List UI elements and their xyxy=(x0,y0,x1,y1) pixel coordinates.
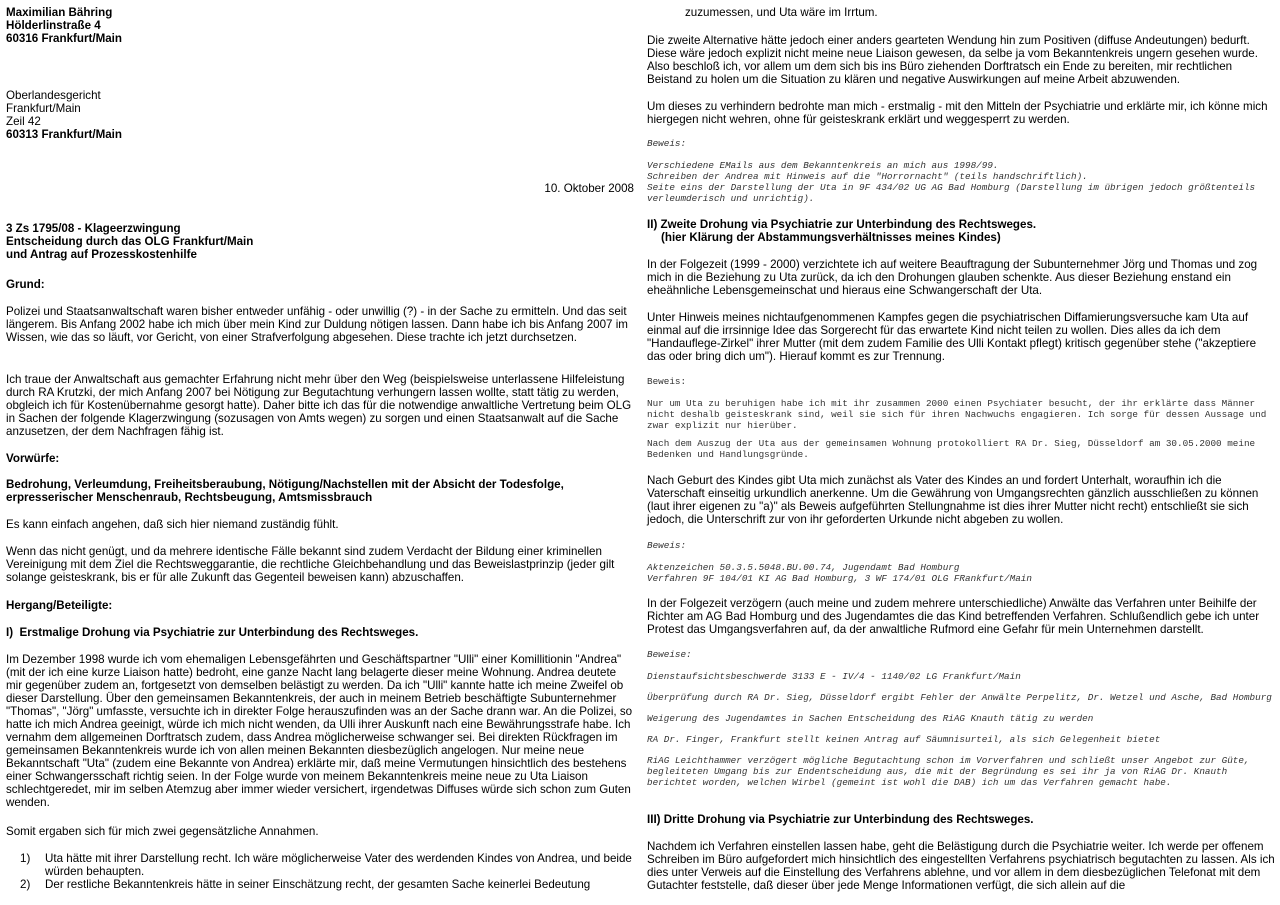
recipient-line1: Oberlandesgericht xyxy=(6,89,101,102)
right-paragraph-1: Die zweite Alternative hätte jedoch einer anders gearteten Wendung hin zum Positiven (diffuse Andeutungen) bedurft. Diese wäre jedoch explizit nicht meine neue Liaison gewesen, da selbe ja vom Bekanntenkreis ungern gesehen wurde. Also beschloß ich, vor allem um dem sich bis ins Büro ziehenden Dorftratsch ein Ende zu bereiten, mir rechtlichen Beistand zu holen um die Situation zu klären und negative Auswirkungen auf meine Arbeit abzuwenden. xyxy=(647,34,1258,86)
evidence-text: Aktenzeichen 50.3.5.5048.BU.00.74, Jugendamt Bad Homburg Verfahren 9F 104/01 KI AG Bad Homburg, 3 WF 174/01 OLG FRankfurt/Main xyxy=(647,562,1032,584)
assumptions-list xyxy=(6,852,634,891)
sender-address xyxy=(6,6,122,45)
letter-date: 10. Oktober 2008 xyxy=(544,182,634,195)
evidence-block-4 xyxy=(647,649,1275,788)
evidence-label: Beweis: xyxy=(647,138,687,149)
evidence-block-3 xyxy=(647,540,1275,584)
list-item-number: 2) xyxy=(20,878,31,891)
evidence-label: Beweis: xyxy=(647,540,687,551)
sender-city: 60316 Frankfurt/Main xyxy=(6,32,122,45)
right-paragraph-2: Um dieses zu verhindern bedrohte man mich - erstmalig - mit den Mitteln der Psychiatrie und erklärte mir, ich könne mich hiergegen nicht wehren, ohne für geisteskrank erklärt und weggesperrt zu werden. xyxy=(647,100,1268,126)
continuation-line: zuzumessen, und Uta wäre im Irrtum. xyxy=(685,6,878,19)
section-3-heading: III) Dritte Drohung via Psychiatrie zur Unterbindung des Rechtsweges. xyxy=(647,813,1034,826)
list-item-text: Der restliche Bekanntenkreis hätte in seiner Einschätzung recht, der gesamten Sache keinerlei Bedeutung xyxy=(45,878,591,891)
evidence-text: Überprüfung durch RA Dr. Sieg, Düsseldorf ergibt Fehler der Anwälte Perpelitz, Dr. Wetzel und Asche, Bad Homburg xyxy=(647,692,1272,703)
evidence-block-1 xyxy=(647,138,1275,204)
grund-paragraph-2: Ich traue der Anwaltschaft aus gemachter Erfahrung nicht mehr über den Weg (beispielsweise unterlassene Hilfeleistung durch RA Krutzki, der mich Anfang 2007 bei Nötigung zur Begutachtung verhungern lassen wollte, statt tätig zu werden, obgleich ich für Kostenübernahme gesorgt hatte). Daher bitte ich das für die notwendige anwaltliche Vertretung beim OLG in Sachen der folgende Klagerzwingung (sozusagen von Amts wegen) zu sorgen und einen Staatsanwalt auf die Sache anzusetzen, der dem Nachfragen fähig ist. xyxy=(6,373,632,438)
section-2-paragraph-3: Nach Geburt des Kindes gibt Uta mich zunächst als Vater des Kindes an und fordert Unterhalt, woraufhin ich die Vaterschaft einseitig urkundlich anerkenne. Um die Gewährung von Umgangsrechten gänzlich ausschließen zu können (laut ihrer eigenen zu "a)" als Beweis aufgeführten Stellungnahme ist dies ihrer Mutter nicht recht) entschließt sie sich jedoch, die Unterschrift zur von ihr geforderten Urkunde nicht abgeben zu wollen. xyxy=(647,474,1259,526)
section-1-paragraph-2: Somit ergaben sich für mich zwei gegensätzliche Annahmen. xyxy=(6,825,319,838)
evidence-text: Weigerung des Jugendamtes in Sachen Entscheidung des RiAG Knauth tätig zu werden xyxy=(647,713,1094,724)
evidence-text: Nach dem Auszug der Uta aus der gemeinsamen Wohnung protokolliert RA Dr. Sieg, Düsseldorf am 30.05.2000 meine Bedenken und Handlungsgründe. xyxy=(647,438,1256,460)
recipient-line3: Zeil 42 xyxy=(6,115,41,128)
section-3-paragraph-1: Nachdem ich Verfahren einstellen lassen habe, geht die Belästigung durch die Psychiatrie weiter. Ich werde per offenem Schreiben im Büro aufgefordert mich hinsichtlich des eingestellten Verfahrens psychiatrisch begutachten zu lassen. Als ich dies unter Verweis auf die Einstellung des Verfahrens ablehne, und vor allem in dem diesbezüglichen Telefonat mit dem Gutachter feststelle, daß dieser über jede Menge Informationen verfügt, die sich allein auf die xyxy=(647,840,1275,892)
section-2-paragraph-4: In der Folgezeit verzögern (auch meine und zudem mehrere unterschiedliche) Anwälte das Verfahren unter Beihilfe der Richter am AG Bad Homburg und des Jugendamtes die das Kind betreffenden Verfahren. Schlußendlich gebe ich unter Protest das Umgangsverfahren auf, da der anwaltliche Rufmord eine Gefahr für mein Unternehmen darstellt. xyxy=(647,597,1260,636)
vorwuerfe-heading: Vorwürfe: xyxy=(6,452,60,465)
evidence-label: Beweis: xyxy=(647,376,687,387)
vorwuerfe-paragraph-2: Wenn das nicht genügt, und da mehrere identische Fälle bekannt sind zudem Verdacht der Bildung einer kriminellen Vereinigung mit dem Ziel die Rechtsweggarantie, die rechtliche Gleichbehandlung und das Beweislastprinzip (jeder gilt solange geisteskrank, bis er für alle Zukunft das Gegenteil beweisen kann) abzuschaffen. xyxy=(6,545,615,584)
vorwuerfe-charges: Bedrohung, Verleumdung, Freiheitsberaubung, Nötigung/Nachstellen mit der Absicht der Todesfolge, erpresserischer Menschenraub, Rechtsbeugung, Amtsmissbrauch xyxy=(6,478,564,504)
list-item xyxy=(6,852,634,878)
grund-heading: Grund: xyxy=(6,278,45,291)
list-item xyxy=(6,878,634,891)
section-1-heading: I) Erstmalige Drohung via Psychiatrie zur Unterbindung des Rechtsweges. xyxy=(6,626,419,639)
evidence-text: Nur um Uta zu beruhigen habe ich mit ihr zusammen 2000 einen Psychiater besucht, der ihr erklärte dass Männer nicht deshalb geisteskrank sind, weil sie sich für ihren Nachwuchs engagieren. Ich sorge für dessen Aussage und zwar explizit nur hierüber. xyxy=(647,398,1267,431)
subject-block xyxy=(6,222,253,261)
section-2-heading-line1: II) Zweite Drohung via Psychiatrie zur Unterbindung des Rechtsweges. xyxy=(647,218,1037,231)
recipient-line4: 60313 Frankfurt/Main xyxy=(6,128,122,141)
recipient-line2: Frankfurt/Main xyxy=(6,102,81,115)
section-2-heading xyxy=(647,218,1036,244)
evidence-text: Dienstaufsichtsbeschwerde 3133 E - IV/4 - 1140/02 LG Frankfurt/Main xyxy=(647,671,1021,682)
subject-line1: 3 Zs 1795/08 - Klageerzwingung xyxy=(6,222,181,235)
list-item-text: Uta hätte mit ihrer Darstellung recht. Ich wäre möglicherweise Vater des werdenden Kindes von Andrea, und beide würden behaupten. xyxy=(45,852,632,878)
sender-street: Hölderlinstraße 4 xyxy=(6,19,101,32)
vorwuerfe-paragraph-1: Es kann einfach angehen, daß sich hier niemand zuständig fühlt. xyxy=(6,518,339,531)
evidence-text: RA Dr. Finger, Frankfurt stellt keinen Antrag auf Säumnisurteil, als sich Gelegenheit bietet xyxy=(647,734,1161,745)
section-2-paragraph-2: Unter Hinweis meines nichtaufgenommenen Kampfes gegen die psychiatrischen Diffamierungsversuche kam Uta auf einmal auf die irrsinnige Idee das Sorgerecht für das erwartete Kind nicht teilen zu wollen. Dies alles da ich dem "Handauflege-Zirkel" ihrer Mutter (mit dem zudem Familie des Ulli Kontakt pflegt) kritisch gegenüber stehe ("akzeptiere das oder bring dich um"). Hierauf kommt es zur Trennung. xyxy=(647,311,1257,363)
subject-line2: Entscheidung durch das OLG Frankfurt/Main xyxy=(6,235,254,248)
grund-paragraph-1: Polizei und Staatsanwaltschaft waren bisher entweder unfähig - oder unwillig (?) - in der Sache zu ermitteln. Und das seit längerem. Bis Anfang 2002 habe ich mich über mein Kind zur Duldung nötigen lassen. Dann habe ich bis Anfang 2007 im Wissen, wie das so läuft, vor Gericht, von einer Strafverfolgung abgesehen. Diese trachte ich jetzt durchsetzen. xyxy=(6,305,628,344)
evidence-text: Verschiedene EMails aus dem Bekanntenkreis an mich aus 1998/99. Schreiben der Andrea mit Hinweis auf die "Horrornacht" (teils handschriftlich). Seite eins der Darstellung der Uta in 9F 434/02 UG AG Bad Homburg (Darstellung im übrigen jedoch größtenteils verleumderisch und unrichtig). xyxy=(647,160,1256,204)
sender-name: Maximilian Bähring xyxy=(6,6,113,19)
section-2-paragraph-1: In der Folgezeit (1999 - 2000) verzichtete ich auf weitere Beauftragung der Subunternehmer Jörg und Thomas und zog mich in die Beziehung zu Uta zurück, da ich den Drohungen glauben schenkte. Aus dieser Beziehung enstand ein eheähnliche Lebensgemeinschat und hieraus eine Schwangerschaft der Uta. xyxy=(647,258,1258,297)
evidence-text: RiAG Leichthammer verzögert mögliche Begutachtung schon im Vorverfahren und schließt unser Angebot zur Güte, begleiteten Umgang bis zur Endentscheidung aus, die mit der Begründung es sei ihr ja von RiAG Dr. Knauth berichtet worden, welchen Wirbel (gemeint ist wohl die DAB) ich um das Verfahren gemacht habe. xyxy=(647,755,1250,788)
recipient-address xyxy=(6,89,122,141)
evidence-label: Beweise: xyxy=(647,649,692,660)
hergang-heading: Hergang/Beteiligte: xyxy=(6,599,113,612)
section-2-heading-line2: (hier Klärung der Abstammungsverhältnisses meines Kindes) xyxy=(661,231,1001,244)
section-1-paragraph-1: Im Dezember 1998 wurde ich vom ehemaligen Lebensgefährten und Geschäftspartner "Ulli" einer Komillitionin "Andrea" (mit der ich eine kurze Liaison hatte) bedroht, eine ganze Nacht lang belagerte dieser meine Wohnung. Andrea deutete mir gegenüber zudem an, fortgesetzt von demselben belästigt zu werden. Da ich "Ulli" kannte hatte ich meine Zweifel ob dieser Darstellung. Über den gemeinsamen Bekanntenkreis, der auch in meinem Betrieb beschäftigte Subunternehmer "Thomas", "Jörg" umfasste, versuchte ich in direkter Folge herauszufinden was an der Sache drann war. An die Polizei, so hatte ich mich Andrea geeinigt, würde ich mich nicht wenden, da Ulli ihrer Auskunft nach eine Bewährungsstrafe habe. Ich vernahm dem allgemeinen Dorftratsch zudem, dass Andrea möglicherweise schwanger sei. Bei direkten Rückfragen im gemeinsamen Bekanntenkreis wurde ich von allen meinen Bekannten diesbezüglich angelogen. Nur meine neue Bekanntschaft "Uta" (zudem eine Bekannte von Andrea) erklärte mir, daß meine Vermutungen hinsichtlich des bestehens einer Schwangersschaft richtig seien. In der Folge wurde von meinem Bekanntenkreis meine neue zu Uta Liaison schlechtgeredet, mir im selben Atemzug aber immer wieder versichert, irgendetwas Diffuses würde sich schon zum Guten wenden. xyxy=(6,653,633,809)
evidence-block-2 xyxy=(647,376,1275,460)
subject-line3: und Antrag auf Prozesskostenhilfe xyxy=(6,248,197,261)
list-item-number: 1) xyxy=(20,852,31,865)
